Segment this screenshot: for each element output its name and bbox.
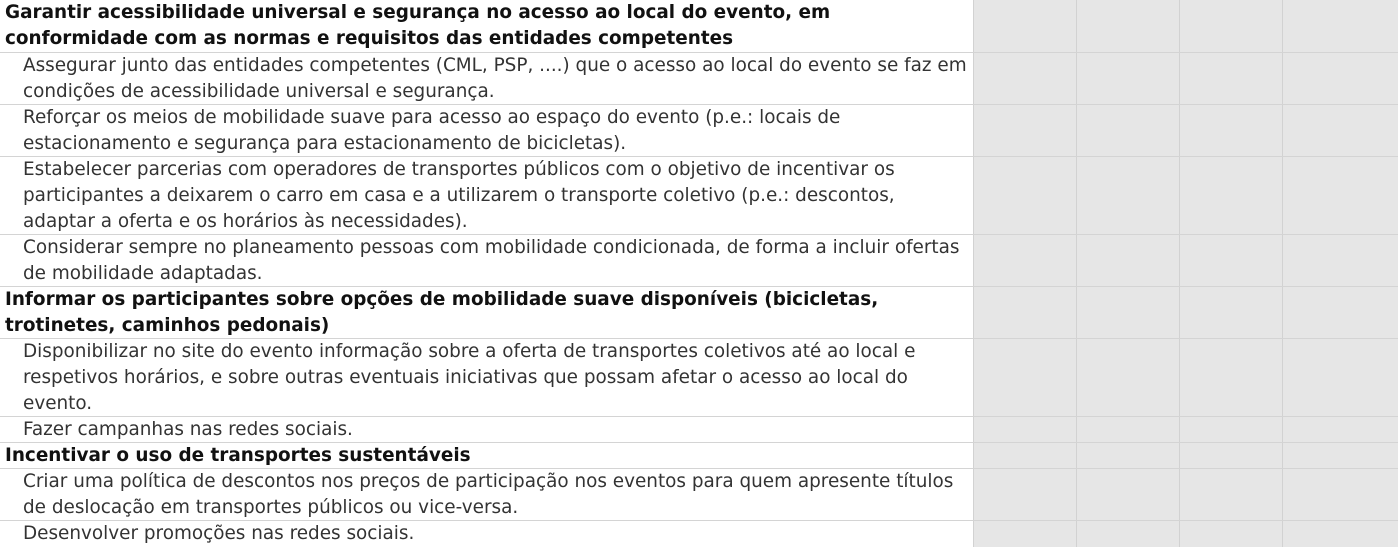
section-heading-row (0, 443, 1398, 469)
checkbox-cell[interactable] (1179, 235, 1282, 286)
checkbox-cell[interactable] (1179, 417, 1282, 442)
checkbox-cell[interactable] (973, 0, 1076, 52)
checkbox-cell[interactable] (1076, 469, 1179, 520)
checkbox-cell[interactable] (973, 235, 1076, 286)
measure-row (0, 339, 1398, 417)
checkbox-cell[interactable] (1179, 0, 1282, 52)
measure-text: Disponibilizar no site do evento informação sobre a oferta de transportes coletivos até ao local e respetivos horários, e sobre outras eventuais iniciativas que possam afetar o acesso ao local do evento. (23, 341, 916, 414)
checkbox-cell[interactable] (973, 469, 1076, 520)
measure-text: Criar uma política de descontos nos preços de participação nos eventos para quem apresente títulos de deslocação em transportes públicos ou vice-versa. (23, 471, 954, 518)
checkbox-cell[interactable] (1076, 287, 1179, 338)
measure-text: Considerar sempre no planeamento pessoas com mobilidade condicionada, de forma a incluir ofertas de mobilidade adaptadas. (23, 237, 960, 284)
checkbox-cell[interactable] (1282, 339, 1398, 416)
checkbox-cell[interactable] (1179, 105, 1282, 156)
checkbox-cell[interactable] (973, 157, 1076, 234)
measure-row (0, 521, 1398, 547)
checkbox-cell[interactable] (1282, 0, 1398, 52)
measure-row (0, 53, 1398, 105)
checkbox-cell[interactable] (1179, 339, 1282, 416)
checkbox-cell[interactable] (1282, 521, 1398, 547)
checkbox-cell[interactable] (1076, 339, 1179, 416)
measure-row (0, 157, 1398, 235)
measure-text: Reforçar os meios de mobilidade suave para acesso ao espaço do evento (p.e.: locais de estacionamento e segurança para estacionamento de bicicletas). (23, 107, 841, 154)
checkbox-cell[interactable] (1179, 521, 1282, 547)
checkbox-cell[interactable] (1076, 105, 1179, 156)
checkbox-cell[interactable] (1179, 469, 1282, 520)
measure-text: Desenvolver promoções nas redes sociais. (23, 523, 415, 544)
section-heading: Informar os participantes sobre opções de mobilidade suave disponíveis (bicicletas, trotinetes, caminhos pedonais) (5, 289, 879, 336)
checkbox-cell[interactable] (973, 339, 1076, 416)
checkbox-cell[interactable] (1076, 0, 1179, 52)
checkbox-cell[interactable] (1179, 53, 1282, 104)
checkbox-cell[interactable] (1179, 443, 1282, 468)
section-heading: Incentivar o uso de transportes sustentáveis (5, 445, 471, 466)
checkbox-cell[interactable] (1282, 235, 1398, 286)
section-heading: Garantir acessibilidade universal e segurança no acesso ao local do evento, em conformidade com as normas e requisitos das entidades competentes (5, 2, 831, 49)
measure-row (0, 417, 1398, 443)
measure-row (0, 105, 1398, 157)
checkbox-cell[interactable] (973, 443, 1076, 468)
checkbox-cell[interactable] (973, 53, 1076, 104)
section-heading-row (0, 0, 1398, 53)
checkbox-cell[interactable] (973, 287, 1076, 338)
checkbox-cell[interactable] (1179, 287, 1282, 338)
checkbox-cell[interactable] (1282, 417, 1398, 442)
checkbox-cell[interactable] (1076, 521, 1179, 547)
section-heading-row (0, 287, 1398, 339)
checkbox-cell[interactable] (1282, 287, 1398, 338)
measure-text: Fazer campanhas nas redes sociais. (23, 419, 353, 440)
checkbox-cell[interactable] (1282, 105, 1398, 156)
checkbox-cell[interactable] (1282, 157, 1398, 234)
checkbox-cell[interactable] (973, 521, 1076, 547)
checkbox-cell[interactable] (1179, 157, 1282, 234)
checkbox-cell[interactable] (1282, 53, 1398, 104)
checkbox-cell[interactable] (1282, 443, 1398, 468)
measure-row (0, 235, 1398, 287)
measure-row (0, 469, 1398, 521)
checkbox-cell[interactable] (973, 105, 1076, 156)
checkbox-cell[interactable] (1282, 469, 1398, 520)
checkbox-cell[interactable] (1076, 157, 1179, 234)
checkbox-cell[interactable] (973, 417, 1076, 442)
measure-text: Assegurar junto das entidades competentes (CML, PSP, ....) que o acesso ao local do evento se faz em condições de acessibilidade universal e segurança. (23, 55, 967, 102)
checkbox-cell[interactable] (1076, 235, 1179, 286)
checkbox-cell[interactable] (1076, 417, 1179, 442)
checkbox-cell[interactable] (1076, 53, 1179, 104)
checkbox-cell[interactable] (1076, 443, 1179, 468)
measure-text: Estabelecer parcerias com operadores de transportes públicos com o objetivo de incentivar os participantes a deixarem o carro em casa e a utilizarem o transporte coletivo (p.e.: descontos, adaptar a oferta e os horários às necessidades). (23, 159, 895, 232)
